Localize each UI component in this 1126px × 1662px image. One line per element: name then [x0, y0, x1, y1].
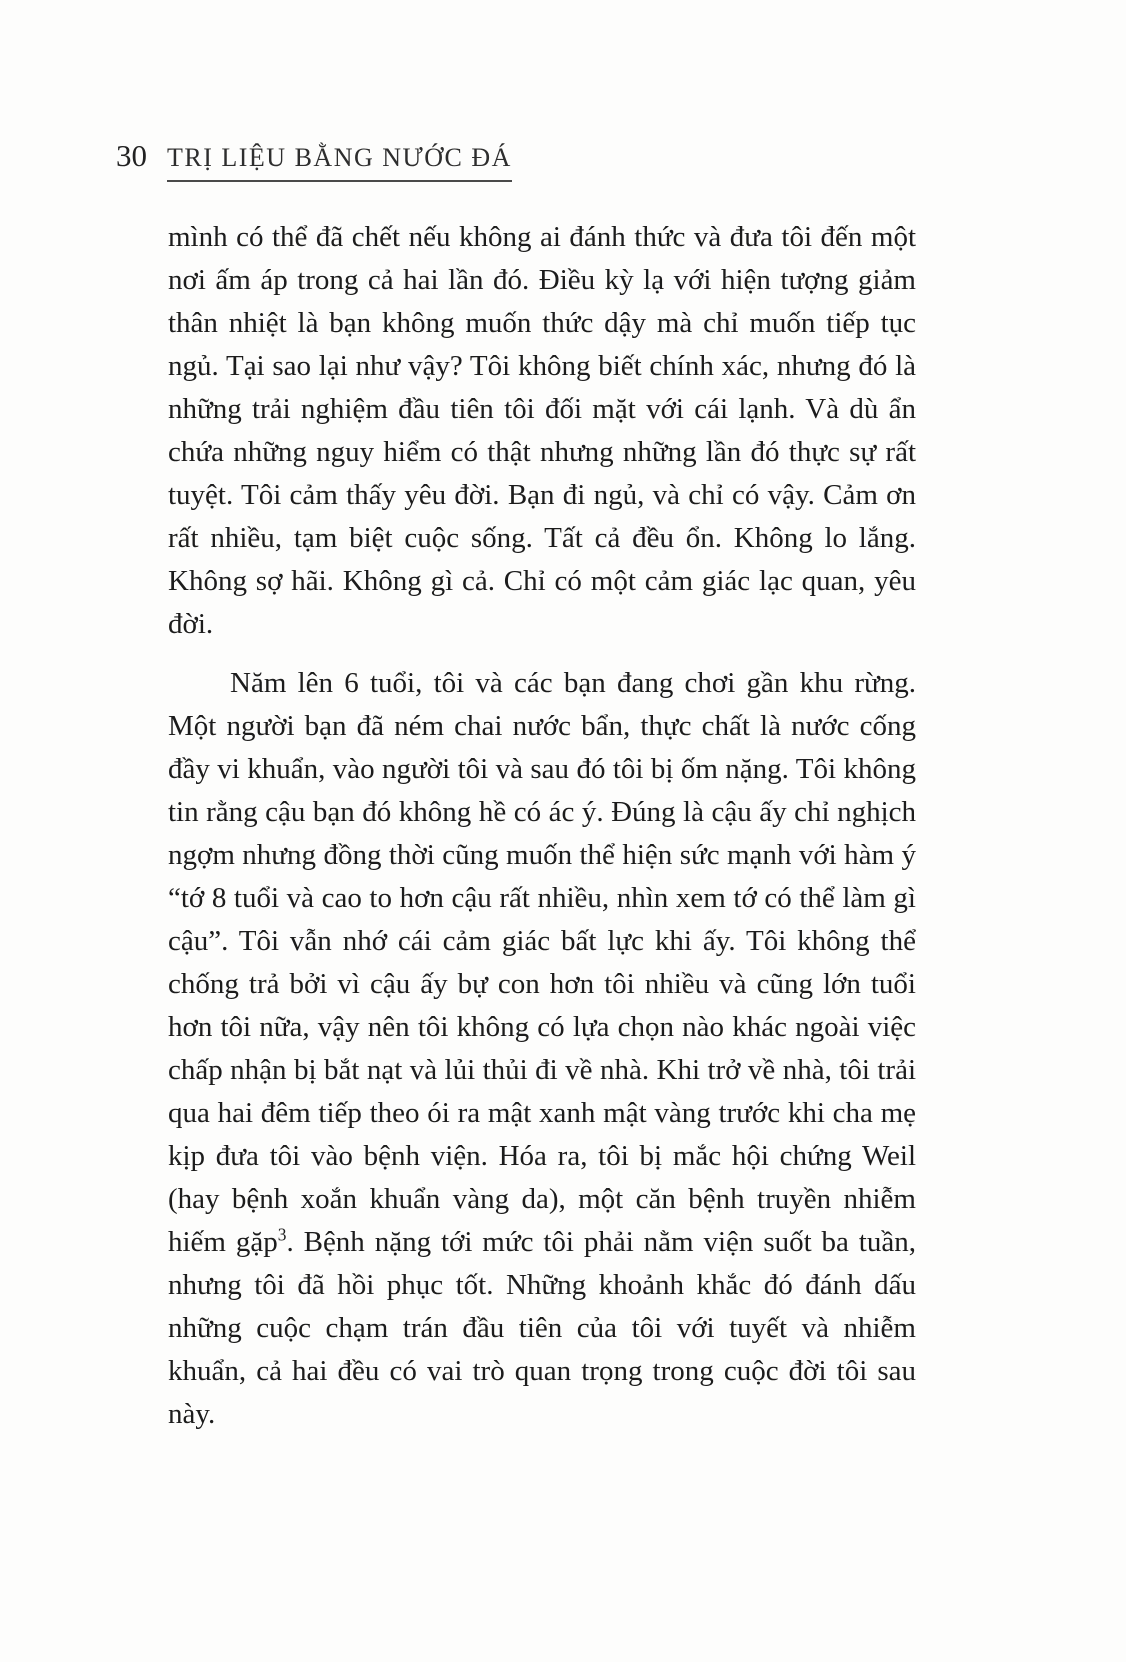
paragraph-text-before-footnote: Năm lên 6 tuổi, tôi và các bạn đang chơi gần khu rừng. Một người bạn đã ném chai nước bẩn, thực chất là nước cống đầy vi khuẩn, vào người tôi và sau đó tôi bị ốm nặng. Tôi không tin rằng cậu bạn đó không hề có ác ý. Đúng là cậu ấy chỉ nghịch ngợm nhưng đồng thời cũng muốn thể hiện sức mạnh với hàm ý “tớ 8 tuổi và cao to hơn cậu rất nhiều, nhìn xem tớ có thể làm gì cậu”. Tôi vẫn nhớ cái cảm giác bất lực khi ấy. Tôi không thể chống trả bởi vì cậu ấy bự con hơn tôi nhiều và cũng lớn tuổi hơn tôi nữa, vậy nên tôi không có lựa chọn nào khác ngoài việc chấp nhận bị bắt nạt và lủi thủi đi về nhà. Khi trở về nhà, tôi trải qua hai đêm tiếp theo ói ra mật xanh mật vàng trước khi cha mẹ kịp đưa tôi vào bệnh viện. Hóa ra, tôi bị mắc hội chứng Weil (hay bệnh xoắn khuẩn vàng da), một căn bệnh truyền nhiễm hiếm gặp — [168, 667, 916, 1258]
paragraph-second — [168, 662, 916, 1436]
footnote-marker: 3 — [277, 1224, 287, 1245]
paragraph-text-after-footnote: . Bệnh nặng tới mức tôi phải nằm viện suốt ba tuần, nhưng tôi đã hồi phục tốt. Những khoảnh khắc đó đánh dấu những cuộc chạm trán đầu tiên của tôi với tuyết và nhiễm khuẩn, cả hai đều có vai trò quan trọng trong cuộc đời tôi sau này. — [168, 1226, 916, 1430]
running-head-title: TRỊ LIỆU BẰNG NƯỚC ĐÁ — [167, 143, 512, 182]
page-number: 30 — [116, 138, 147, 173]
page-body — [168, 216, 916, 1436]
paragraph-continuation: mình có thể đã chết nếu không ai đánh thức và đưa tôi đến một nơi ấm áp trong cả hai lần đó. Điều kỳ lạ với hiện tượng giảm thân nhiệt là bạn không muốn thức dậy mà chỉ muốn tiếp tục ngủ. Tại sao lại như vậy? Tôi không biết chính xác, nhưng đó là những trải nghiệm đầu tiên tôi đối mặt với cái lạnh. Và dù ẩn chứa những nguy hiểm có thật nhưng những lần đó thực sự rất tuyệt. Tôi cảm thấy yêu đời. Bạn đi ngủ, và chỉ có vậy. Cảm ơn rất nhiều, tạm biệt cuộc sống. Tất cả đều ổn. Không lo lắng. Không sợ hãi. Không gì cả. Chỉ có một cảm giác lạc quan, yêu đời. — [168, 221, 916, 640]
running-header — [116, 138, 916, 182]
